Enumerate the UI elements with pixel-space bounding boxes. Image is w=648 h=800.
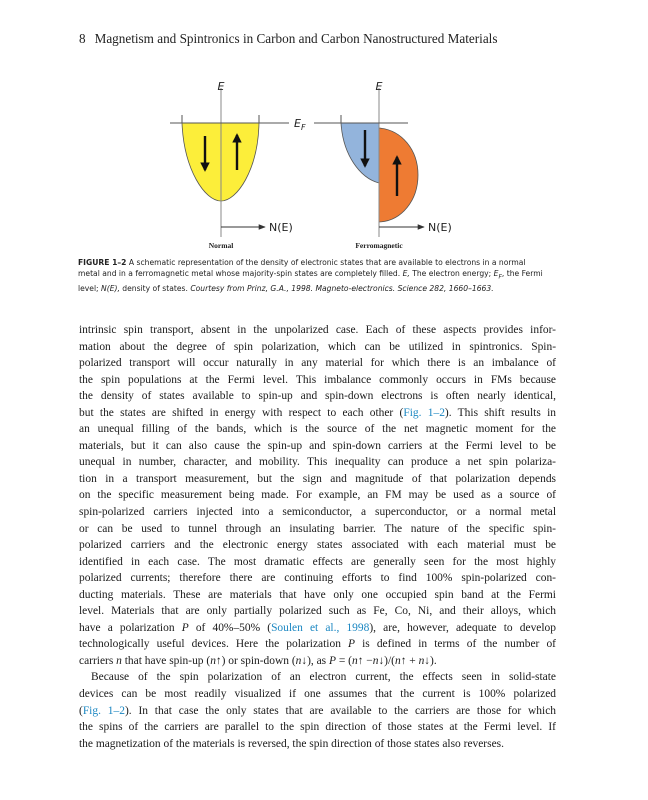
text-run: technologically useful devices. Here the polarization <box>79 638 349 651</box>
text-run: n <box>418 654 425 667</box>
text-run: n <box>295 654 302 667</box>
text-run: ). In that case the only states that are available to the carriers are those for which <box>124 704 556 717</box>
text-line <box>79 521 556 538</box>
text-run: polarized transport will occur naturally in any material for which there is an imbalance of <box>79 357 556 370</box>
figure-density-of-states <box>0 0 648 260</box>
text-run: identified in each case. The most dramatic effects are generally seen for the most highly <box>79 555 556 568</box>
text-run: P <box>329 654 336 667</box>
text-line <box>79 421 556 438</box>
text-run: Because of the spin polarization of an electron current, the effects seen in solid-state <box>91 671 556 684</box>
text-run: ↓)/( <box>378 654 395 667</box>
text-run: the magnetization of the materials is reversed, the spin direction of those states also reverses. <box>79 737 504 750</box>
text-run: is defined in terms of the number of <box>355 638 556 651</box>
text-line <box>79 636 556 653</box>
text-run: ( <box>79 704 83 717</box>
text-run: materials, but it can also cause the spin-up and spin-down carriers at the Fermi level to be <box>79 439 556 452</box>
book-title: Magnetism and Spintronics in Carbon and Carbon Nanostructured Materials <box>94 31 498 46</box>
text-run: of 40%–50% ( <box>188 621 272 634</box>
text-run: polarized currents; therefore there are continuing efforts to find 100% spin-polarized con- <box>79 572 556 585</box>
text-run: P <box>348 638 356 651</box>
text-run: tion in a transport measurement, but the sign and magnitude of that polarization depends <box>79 472 556 485</box>
text-line <box>79 570 556 587</box>
spin-up-band-fill <box>379 128 418 222</box>
text-line <box>79 471 556 488</box>
text-run: devices can be most readily visualized if one assumes that the current is 100% polarized <box>79 688 556 701</box>
text-line <box>79 322 556 339</box>
body-text <box>79 322 556 752</box>
text-run: unequal in number, character, and mobility. This inequality can produce a net spin polariza- <box>79 456 556 469</box>
text-run: = ( <box>336 654 352 667</box>
normal-metal-panel <box>170 80 306 250</box>
caption-credit: Courtesy from Prinz, G.A., 1998. Magneto-electronics. Science 282, 1660–1663. <box>190 284 494 294</box>
text-run: the spins of the carriers are parallel to the spin direction of those states at the Fermi level. If <box>79 721 556 734</box>
text-run: an unequal filling of the bands, which is the source of the net magnetic moment for the <box>79 423 556 436</box>
text-run: carriers <box>79 654 117 667</box>
text-line <box>79 537 556 554</box>
text-run: that have spin-up ( <box>121 654 211 667</box>
text-line <box>79 620 556 637</box>
text-line <box>79 438 556 455</box>
text-run: spin-polarized carriers injected into a semiconductor, a superconductor, or a normal metal <box>79 506 556 519</box>
text-run: ↑) or spin-down ( <box>215 654 296 667</box>
text-run: ↓). <box>424 654 437 667</box>
text-line <box>79 554 556 571</box>
reference-link[interactable]: Fig. 1–2 <box>403 406 445 419</box>
text-line <box>79 405 556 422</box>
text-run: on the specific measurement being made. For example, an FM may be used as a source of <box>79 489 556 502</box>
dos-axis-label: N(E) <box>428 221 452 234</box>
ferromagnetic-panel <box>314 80 452 250</box>
text-run: ↑ + <box>400 654 419 667</box>
text-line <box>79 603 556 620</box>
text-line <box>79 587 556 604</box>
text-run: the density of states available to spin-up and spin-down electrons is often nearly identical, <box>79 390 556 403</box>
page-number: 8 <box>79 31 86 46</box>
caption-label: FIGURE 1–2 <box>78 258 127 267</box>
text-run: polarized carriers and the electronic energy states associated with each material must be <box>79 539 556 552</box>
text-line <box>79 736 556 753</box>
text-line <box>79 487 556 504</box>
text-run: n <box>351 654 358 667</box>
text-run: or can be used to tunnel through an insulating barrier. The nature of the specific spin- <box>79 522 556 535</box>
text-run: n <box>372 654 379 667</box>
spin-down-band-fill <box>341 123 379 183</box>
reference-link[interactable]: Soulen et al., 1998 <box>271 621 370 634</box>
text-run: level. Materials that are only partially polarized such as Fe, Co, Ni, and their alloys, which <box>79 605 556 618</box>
text-line <box>79 454 556 471</box>
text-run: P <box>181 621 189 634</box>
text-line <box>79 355 556 372</box>
text-run: n <box>394 654 401 667</box>
figure-caption: FIGURE 1–2 A schematic representation of the density of electronic states that are available to electrons in a normal metal and in a ferromagnetic metal whose majority-spin states are completely filled. E, The electron energy; $E_F$, the Fermi level; N(E), density of states. Courtesy from Prinz, G.A., 1998. Magneto-electronics. Science 282, 1660–1663. <box>78 258 543 294</box>
text-line <box>79 719 556 736</box>
text-line <box>79 388 556 405</box>
energy-axis-label: E <box>217 80 225 93</box>
energy-axis-label: E <box>375 80 383 93</box>
text-run: but the states are shifted in energy with respect to each other ( <box>79 406 404 419</box>
text-run: the spin populations at the Fermi level. This imbalance commonly occurs in FMs because <box>79 373 556 386</box>
text-run: have a polarization <box>79 621 182 634</box>
text-line <box>79 703 556 720</box>
text-run: ducting materials. These are materials that have only one occupied spin band at the Fermi <box>79 588 556 601</box>
text-line <box>79 339 556 356</box>
text-line <box>79 669 556 686</box>
text-run: ↓), as <box>301 654 329 667</box>
panel-label-ferromagnetic: Ferromagnetic <box>355 241 403 250</box>
text-run: intrinsic spin transport, absent in the unpolarized case. Each of these aspects provides infor- <box>79 324 556 336</box>
text-run: ↑ − <box>357 654 373 667</box>
text-line <box>79 686 556 703</box>
text-line <box>79 504 556 521</box>
text-line <box>79 372 556 389</box>
text-run: n <box>116 654 122 667</box>
fermi-level-label: $E_F$ <box>294 117 306 132</box>
text-run: n <box>210 654 216 667</box>
text-line <box>79 653 556 670</box>
text-run: ), are, however, adequate to develop <box>369 621 556 634</box>
text-run: ). This shift results in <box>444 406 556 419</box>
reference-link[interactable]: Fig. 1–2 <box>82 704 125 717</box>
dos-axis-label: N(E) <box>269 221 293 234</box>
text-run: mation about the degree of spin polarization, which can be utilized in spintronics. Spin- <box>79 340 556 353</box>
panel-label-normal: Normal <box>208 241 234 250</box>
